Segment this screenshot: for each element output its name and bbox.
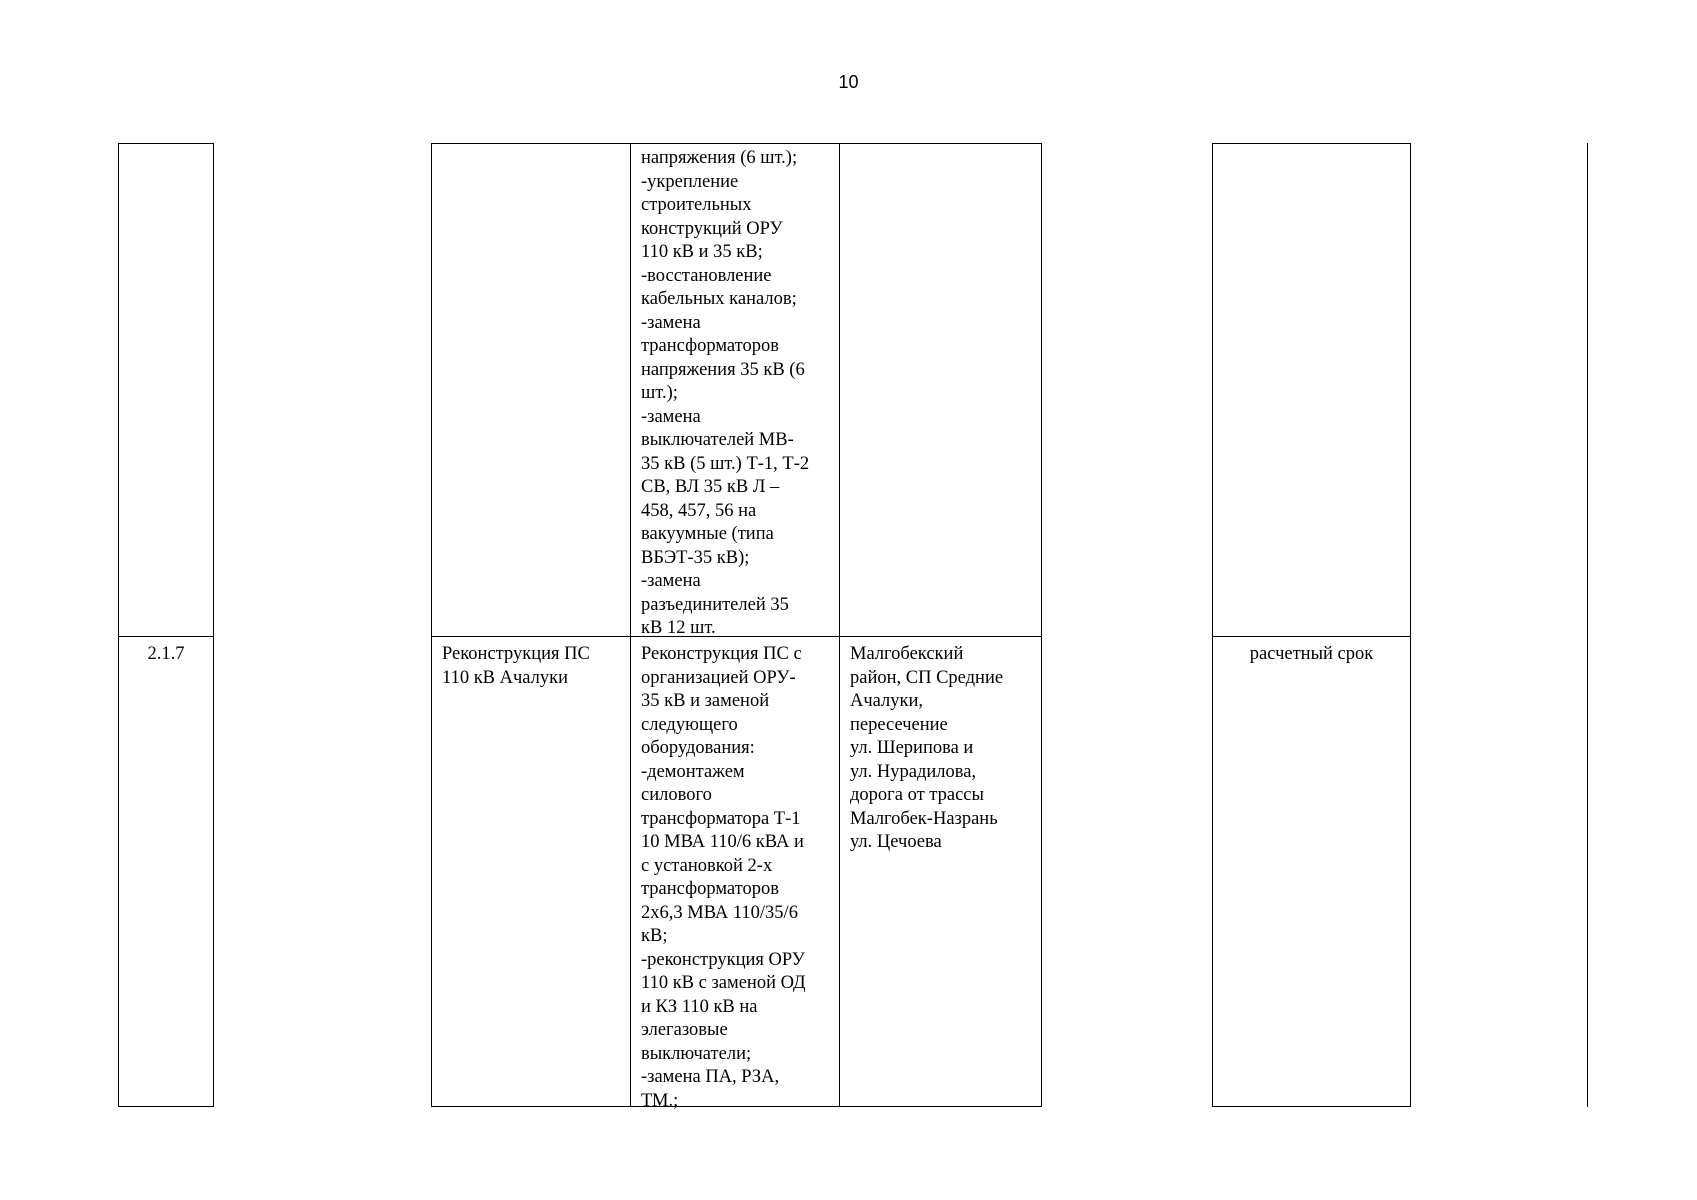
row-1-number-cell — [118, 143, 214, 637]
row-1-location-cell — [839, 143, 1042, 637]
row-2-number-cell: 2.1.7 — [118, 636, 214, 1107]
row-1-term-cell — [1212, 143, 1411, 637]
row-1-name-cell — [431, 143, 631, 637]
row-2-term-cell: расчетный срок — [1212, 636, 1411, 1107]
table-right-border — [1587, 143, 1588, 1107]
page-number: 10 — [838, 72, 859, 92]
row-2-name-cell: Реконструкция ПС 110 кВ Ачалуки — [431, 636, 631, 1107]
row-2-location-cell: Малгобекский район, СП Средние Ачалуки, пересечение ул. Шерипова и ул. Нурадилова, дорога от трассы Малгобек-Назрань ул. Цечоева — [839, 636, 1042, 1107]
row-1-description-cell: напряжения (6 шт.); -укрепление строительных конструкций ОРУ 110 кВ и 35 кВ; -восстановление кабельных каналов; -замена трансформаторов напряжения 35 кВ (6 шт.); -замена выключателей МВ- 35 кВ (5 шт.) Т-1, Т-2 СВ, ВЛ 35 кВ Л – 458, 457, 56 на вакуумные (типа ВБЭТ-35 кВ); -замена разъединителей 35 кВ 12 шт. — [630, 143, 840, 637]
row-2-description-cell: Реконструкция ПС с организацией ОРУ- 35 кВ и заменой следующего оборудования: -демонтажем силового трансформатора Т-1 10 МВА 110/6 кВА и с установкой 2-х трансформаторов 2х6,3 МВА 110/35/6 кВ; -реконструкция ОРУ 110 кВ с заменой ОД и КЗ 110 кВ на элегазовые выключатели; -замена ПА, РЗА, ТМ.; — [630, 636, 840, 1107]
